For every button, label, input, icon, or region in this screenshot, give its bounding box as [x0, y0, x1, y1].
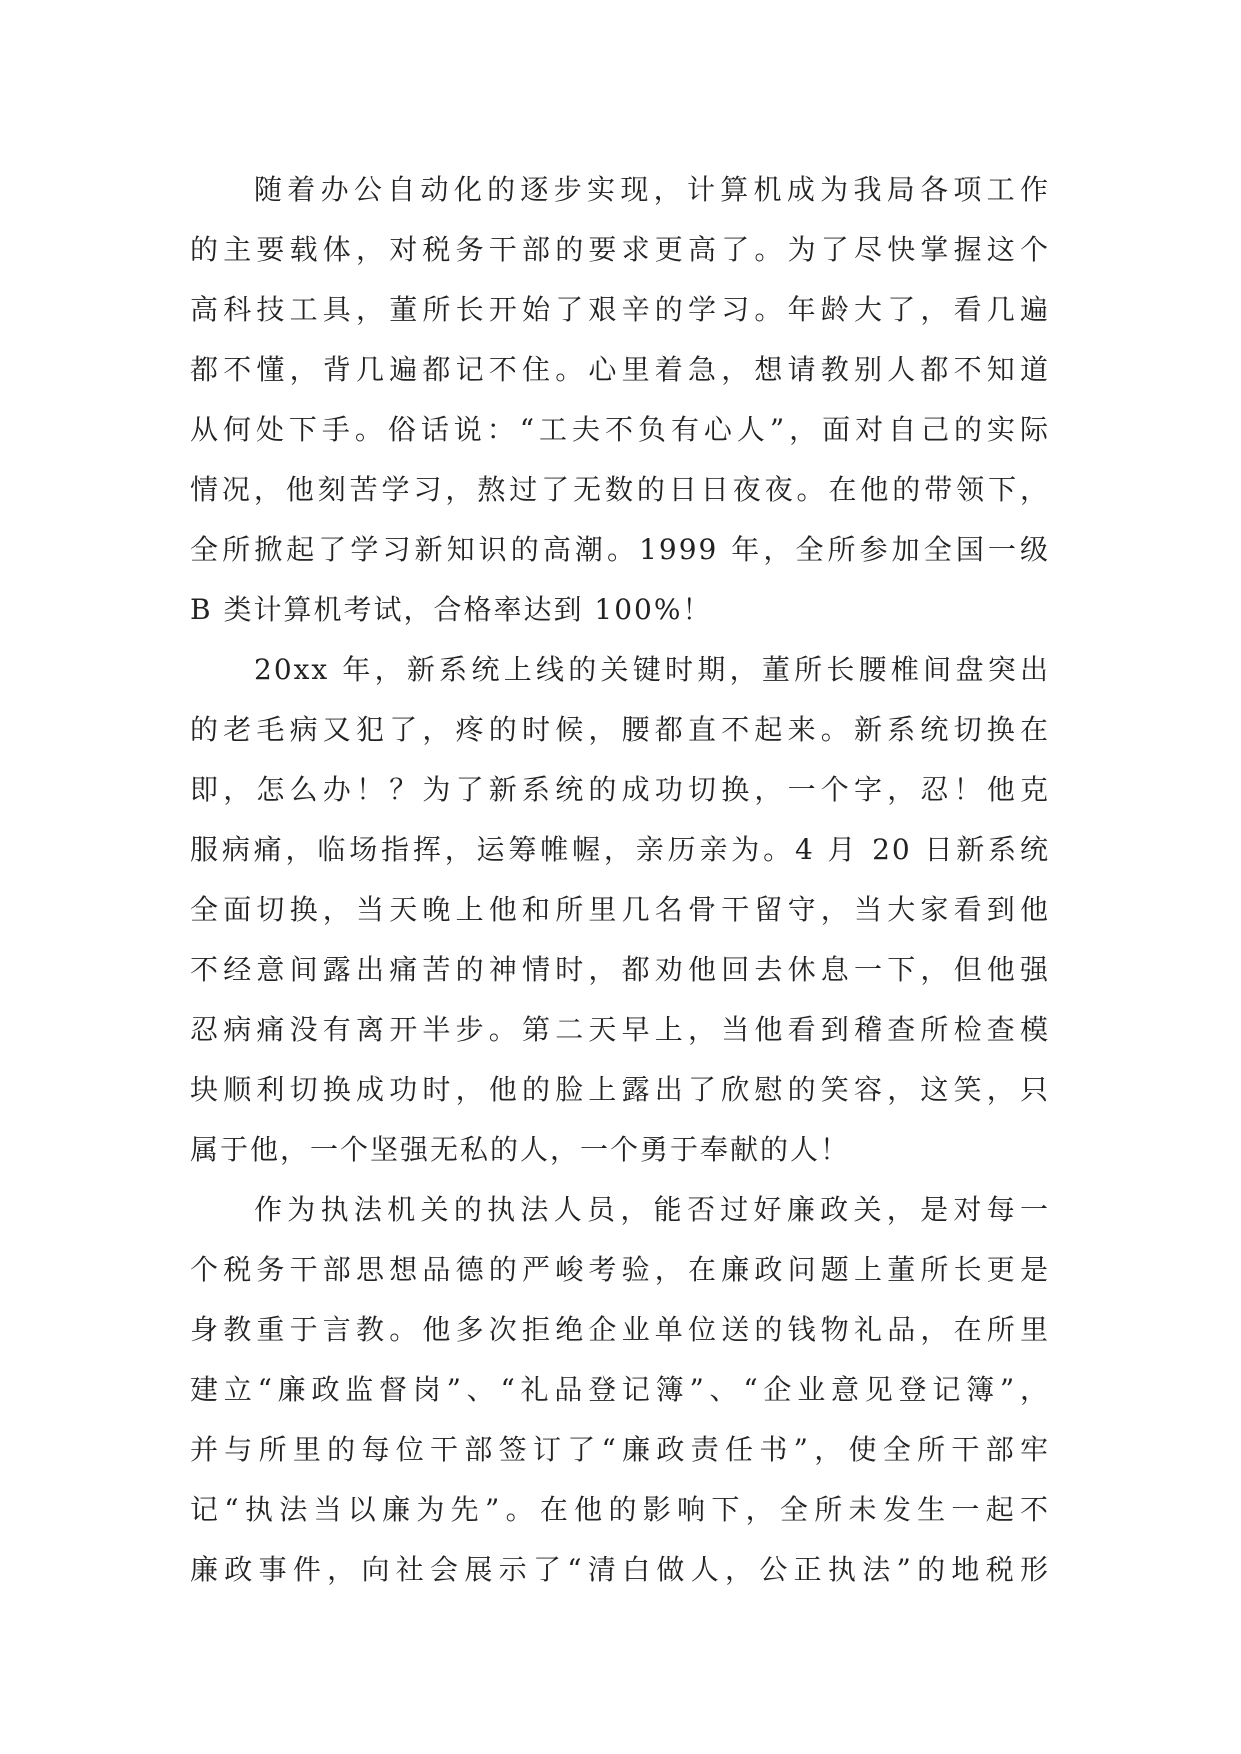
paragraph-line: 即，怎么办！？为了新系统的成功切换，一个字，忍！他克	[190, 773, 1050, 806]
paragraph-line: 廉政事件，向社会展示了“清白做人，公正执法”的地税形	[190, 1553, 1050, 1586]
paragraph-line: 20xx 年，新系统上线的关键时期，董所长腰椎间盘突出	[254, 653, 1050, 686]
paragraph-line: 作为执法机关的执法人员，能否过好廉政关，是对每一	[254, 1193, 1050, 1226]
paragraph-line: 建立“廉政监督岗”、“礼品登记簿”、“企业意见登记簿”，	[190, 1373, 1050, 1406]
paragraph	[190, 1180, 1050, 1600]
paragraph-line: B 类计算机考试，合格率达到 100%！	[190, 593, 713, 626]
paragraph-line: 全所掀起了学习新知识的高潮。1999 年，全所参加全国一级	[190, 533, 1050, 566]
paragraph-line: 个税务干部思想品德的严峻考验，在廉政问题上董所长更是	[190, 1253, 1050, 1286]
paragraph-line: 高科技工具，董所长开始了艰辛的学习。年龄大了，看几遍	[190, 293, 1050, 326]
paragraph-line: 全面切换，当天晚上他和所里几名骨干留守，当大家看到他	[190, 893, 1050, 926]
paragraph-line: 并与所里的每位干部签订了“廉政责任书”，使全所干部牢	[190, 1433, 1050, 1466]
paragraph-line: 服病痛，临场指挥，运筹帷幄，亲历亲为。4 月 20 日新系统	[190, 833, 1050, 866]
paragraph-line: 的老毛病又犯了，疼的时候，腰都直不起来。新系统切换在	[190, 713, 1050, 746]
paragraph-line: 随着办公自动化的逐步实现，计算机成为我局各项工作	[254, 173, 1050, 206]
paragraph-line: 身教重于言教。他多次拒绝企业单位送的钱物礼品，在所里	[190, 1313, 1050, 1346]
document-body	[190, 160, 1050, 1600]
paragraph	[190, 160, 1050, 640]
paragraph-line: 情况，他刻苦学习，熬过了无数的日日夜夜。在他的带领下，	[190, 473, 1050, 506]
paragraph-line: 不经意间露出痛苦的神情时，都劝他回去休息一下，但他强	[190, 953, 1050, 986]
paragraph-line: 记“执法当以廉为先”。在他的影响下，全所未发生一起不	[190, 1493, 1050, 1526]
paragraph-line: 属于他，一个坚强无私的人，一个勇于奉献的人！	[190, 1133, 851, 1166]
paragraph-line: 的主要载体，对税务干部的要求更高了。为了尽快掌握这个	[190, 233, 1050, 266]
paragraph-line: 都不懂，背几遍都记不住。心里着急，想请教别人都不知道	[190, 353, 1050, 386]
paragraph	[190, 640, 1050, 1180]
paragraph-line: 忍病痛没有离开半步。第二天早上，当他看到稽查所检查模	[190, 1013, 1050, 1046]
paragraph-line: 从何处下手。俗话说：“工夫不负有心人”，面对自己的实际	[190, 413, 1050, 446]
paragraph-line: 块顺利切换成功时，他的脸上露出了欣慰的笑容，这笑，只	[190, 1073, 1050, 1106]
